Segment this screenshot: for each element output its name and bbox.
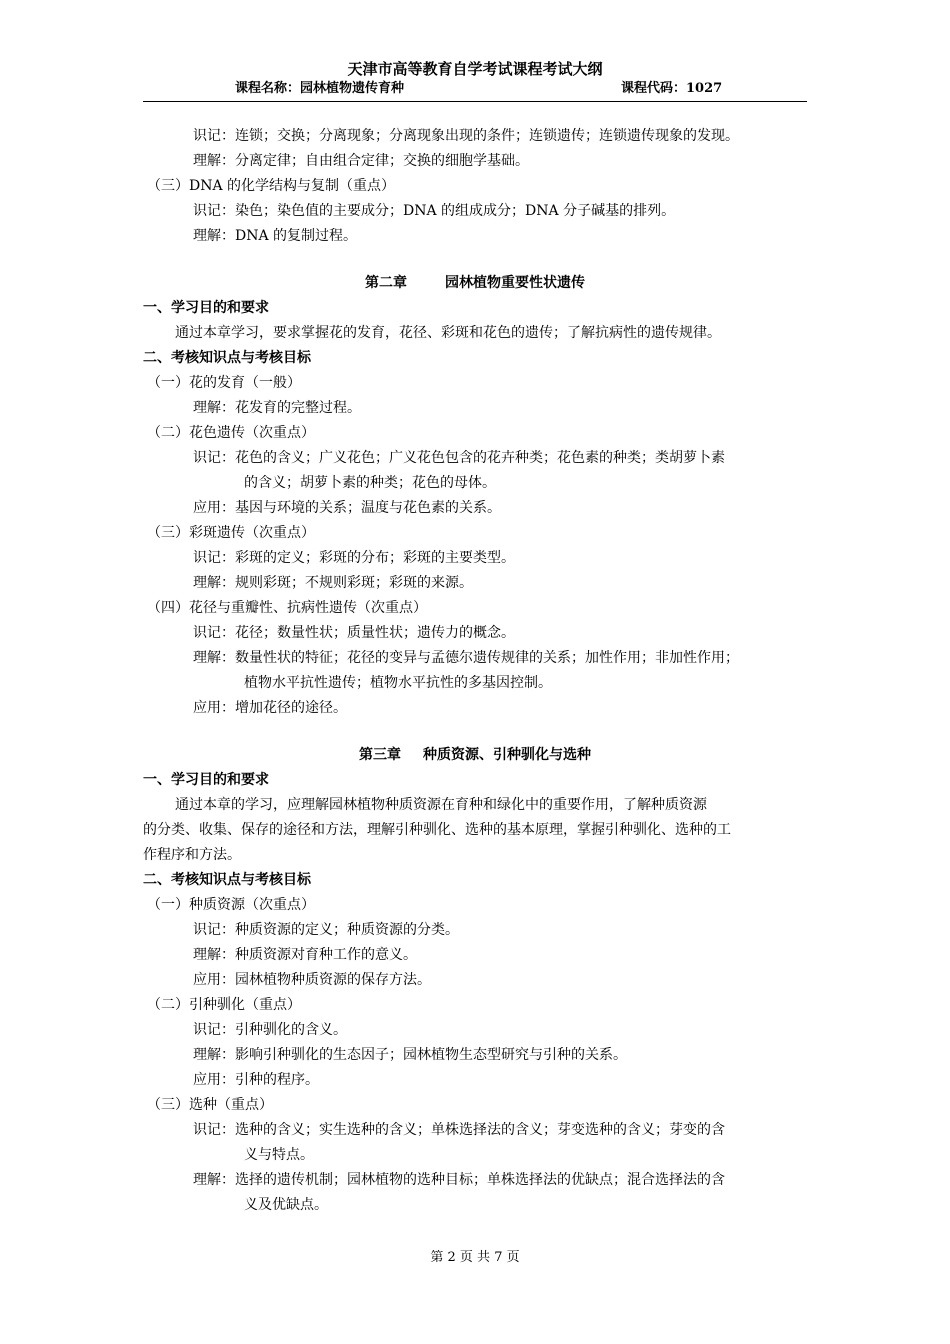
- body-line: 识记：花色的含义；广义花色；广义花色包含的花卉种类；花色素的种类；类胡萝卜素: [193, 450, 725, 466]
- header-rule: [143, 101, 807, 102]
- paragraph: 通过本章学习，要求掌握花的发育，花径、彩斑和花色的遗传；了解抗病性的遗传规律。: [175, 325, 721, 341]
- paragraph-continued: 作程序和方法。: [143, 847, 241, 863]
- body-line: 理解：选择的遗传机制；园林植物的选种目标；单株选择法的优缺点；混合选择法的含: [193, 1172, 725, 1188]
- section-heading: （一）花的发育（一般）: [147, 375, 301, 391]
- body-line: 理解：影响引种驯化的生态因子；园林植物生态型研究与引种的关系。: [193, 1047, 627, 1063]
- header-subtitle: [143, 80, 807, 100]
- body-line-continued: 植物水平抗性遗传；植物水平抗性的多基因控制。: [244, 675, 552, 691]
- section-heading: （二）引种驯化（重点）: [147, 997, 301, 1013]
- body-line: 应用：增加花径的途径。: [193, 700, 347, 716]
- course-name: 课程名称：园林植物遗传育种: [235, 81, 405, 96]
- document-body: [143, 124, 807, 1218]
- chapter-name: 种质资源、引种驯化与选种: [423, 747, 591, 763]
- body-line: 识记：连锁；交换；分离现象；分离现象出现的条件；连锁遗传；连锁遗传现象的发现。: [193, 128, 739, 144]
- section-heading: （一）种质资源（次重点）: [147, 897, 315, 913]
- body-line: 识记：彩斑的定义；彩斑的分布；彩斑的主要类型。: [193, 550, 515, 566]
- section-heading: （四）花径与重瓣性、抗病性遗传（次重点）: [147, 600, 427, 616]
- body-line-continued: 义与特点。: [244, 1147, 314, 1163]
- chapter-2-title: [143, 271, 807, 296]
- page-number: 第 2 页 共 7 页: [430, 1250, 520, 1265]
- body-line: 识记：引种驯化的含义。: [193, 1022, 347, 1038]
- course-code: 课程代码：1027: [621, 81, 723, 96]
- chapter-name: 园林植物重要性状遗传: [445, 275, 585, 291]
- section-heading: （三）彩斑遗传（次重点）: [147, 525, 315, 541]
- subheading: 二、考核知识点与考核目标: [143, 350, 311, 366]
- section-heading: （三）DNA 的化学结构与复制（重点）: [147, 178, 396, 194]
- body-line: 应用：引种的程序。: [193, 1072, 319, 1088]
- body-line: 识记：选种的含义；实生选种的含义；单株选择法的含义；芽变选种的含义；芽变的含: [193, 1122, 725, 1138]
- chapter-number: 第三章: [359, 747, 401, 763]
- subheading: 一、学习目的和要求: [143, 300, 269, 316]
- body-line-continued: 的含义；胡萝卜素的种类；花色的母体。: [244, 475, 496, 491]
- body-line: 识记：种质资源的定义；种质资源的分类。: [193, 922, 459, 938]
- body-line-continued: 义及优缺点。: [244, 1197, 328, 1213]
- body-line: 理解：分离定律；自由组合定律；交换的细胞学基础。: [193, 153, 529, 169]
- header-title: 天津市高等教育自学考试课程考试大纲: [347, 60, 603, 78]
- body-line: 应用：基因与环境的关系；温度与花色素的关系。: [193, 500, 501, 516]
- body-line: 理解：数量性状的特征；花径的变异与孟德尔遗传规律的关系；加性作用；非加性作用；: [193, 650, 739, 666]
- chapter-number: 第二章: [365, 275, 407, 291]
- body-line: 理解：种质资源对育种工作的意义。: [193, 947, 417, 963]
- body-line: 识记：花径；数量性状；质量性状；遗传力的概念。: [193, 625, 515, 641]
- chapter-3-title: [143, 743, 807, 768]
- paragraph-continued: 的分类、收集、保存的途径和方法，理解引种驯化、选种的基本原理，掌握引种驯化、选种的工: [143, 822, 731, 838]
- body-line: 理解：规则彩斑；不规则彩斑；彩斑的来源。: [193, 575, 473, 591]
- section-heading: （二）花色遗传（次重点）: [147, 425, 315, 441]
- paragraph: 通过本章的学习，应理解园林植物种质资源在育种和绿化中的重要作用，了解种质资源: [175, 797, 707, 813]
- body-line: 理解：花发育的完整过程。: [193, 400, 361, 416]
- subheading: 二、考核知识点与考核目标: [143, 872, 311, 888]
- subheading: 一、学习目的和要求: [143, 772, 269, 788]
- section-heading: （三）选种（重点）: [147, 1097, 273, 1113]
- body-line: 理解：DNA 的复制过程。: [193, 228, 358, 244]
- body-line: 识记：染色；染色值的主要成分；DNA 的组成成分；DNA 分子碱基的排列。: [193, 203, 676, 219]
- body-line: 应用：园林植物种质资源的保存方法。: [193, 972, 431, 988]
